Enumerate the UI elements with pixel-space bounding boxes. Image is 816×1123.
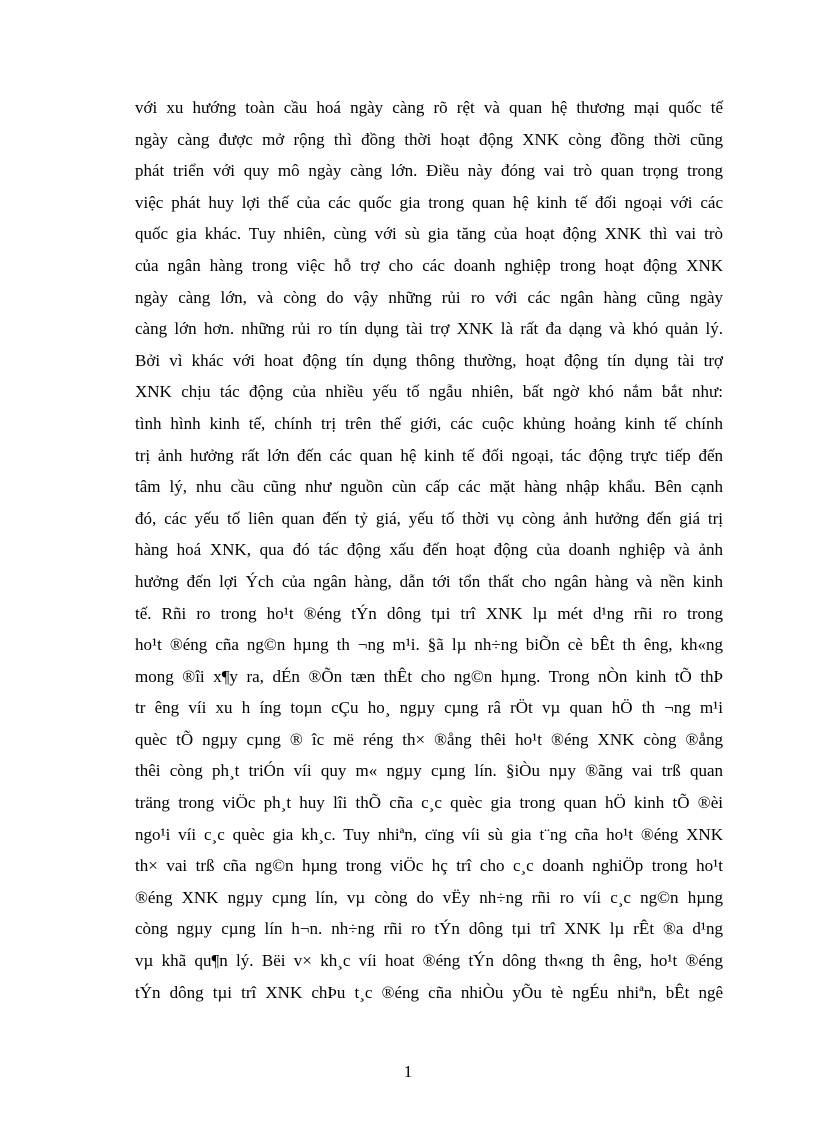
text-line-7: ngày càng lớn, và còng do vậy những rủi ro với các ngân hàng cũng ngày bbox=[135, 287, 723, 307]
text-line-9: Bởi vì khác với hoat động tín dụng thông thường, hoạt động tín dụng tài trợ bbox=[135, 350, 723, 370]
text-line-24: ngo¹i víi c¸c quèc gia kh¸c. Tuy nhiªn, cïng víi sù gia t¨ng cña ho¹t ®éng XNK bbox=[135, 824, 723, 844]
text-line-26: ®éng XNK ngµy cµng lín, vµ còng do vËy nh÷ng rñi ro víi c¸c ng©n hµng bbox=[135, 887, 723, 907]
text-line-8: càng lớn hơn. những rủi ro tín dụng tài trợ XNK là rất đa dạng và khó quản lý. bbox=[135, 319, 723, 339]
text-line-25: th× vai trß cña ng©n hµng trong viÖc hç trî cho c¸c doanh nghiÖp trong ho¹t bbox=[135, 856, 723, 876]
text-line-15: hàng hoá XNK, qua đó tác động xấu đến hoạt động của doanh nghiệp và ảnh bbox=[135, 540, 723, 560]
text-line-28: vµ khã qu¶n lý. Bëi v× kh¸c víi hoat ®éng tÝn dông th«ng th êng, ho¹t ®éng bbox=[135, 951, 723, 971]
text-line-14: đó, các yếu tố liên quan đến tỷ giá, yếu tố thời vụ còng ảnh hưởng đến giá trị bbox=[135, 508, 723, 528]
body-text bbox=[135, 92, 723, 1008]
text-line-3: phát triển với quy mô ngày càng lớn. Điều này đóng vai trò quan trọng trong bbox=[135, 161, 723, 181]
text-line-29: tÝn dông tµi trî XNK chÞu t¸c ®éng cña nhiÒu yÕu tè ngÉu nhiªn, bÊt ngê bbox=[135, 982, 723, 1002]
text-line-1: với xu hướng toàn cầu hoá ngày càng rõ rệt và quan hệ thương mại quốc tế bbox=[135, 98, 723, 117]
text-line-20: tr êng víi xu h íng toµn cÇu ho¸ ngµy cµng râ rÖt vµ quan hÖ th ¬ng m¹i bbox=[135, 698, 723, 718]
text-line-5: quốc gia khác. Tuy nhiên, cùng với sù gia tăng của hoạt động XNK thì vai trò bbox=[135, 224, 723, 244]
text-line-2: ngày càng được mở rộng thì đồng thời hoạt động XNK còng đồng thời cũng bbox=[135, 129, 723, 149]
text-line-11: tình hình kinh tế, chính trị trên thế giới, các cuộc khủng hoảng kinh tế chính bbox=[135, 413, 723, 433]
text-line-19: mong ®îi x¶y ra, dÉn ®Õn tæn thÊt cho ng©n hµng. Trong nÒn kinh tÕ thÞ bbox=[135, 666, 723, 686]
page-number: 1 bbox=[403, 1062, 413, 1081]
text-line-17: tế. Rñi ro trong ho¹t ®éng tÝn dông tµi trî XNK lµ mét d¹ng rñi ro trong bbox=[135, 603, 723, 623]
text-line-13: tâm lý, nhu cầu cũng như nguồn cùn cấp các mặt hàng nhập khẩu. Bên cạnh bbox=[135, 477, 723, 497]
text-line-22: thêi còng ph¸t triÓn víi quy m« ngµy cµng lín. §iÒu nµy ®ãng vai trß quan bbox=[135, 761, 723, 781]
text-line-18: ho¹t ®éng cña ng©n hµng th ¬ng m¹i. §ã lµ nh÷ng biÕn cè bÊt th êng, kh«ng bbox=[135, 635, 723, 655]
text-line-23: träng trong viÖc ph¸t huy lîi thÕ cña c¸c quèc gia trong quan hÖ kinh tÕ ®èi bbox=[135, 793, 723, 813]
text-line-21: quèc tÕ ngµy cµng ® îc më réng th× ®ång thêi ho¹t ®éng XNK còng ®ång bbox=[135, 729, 723, 749]
text-line-27: còng ngµy cµng lín h¬n. nh÷ng rñi ro tÝn dông tµi trî XNK lµ rÊt ®a d¹ng bbox=[135, 919, 723, 939]
text-line-4: việc phát huy lợi thế của các quốc gia trong quan hệ kinh tế đối ngoại với các bbox=[135, 192, 723, 212]
text-line-12: trị ảnh hưởng rất lớn đến các quan hệ kinh tế đối ngoại, tác động trực tiếp đến bbox=[135, 445, 723, 465]
text-line-6: của ngân hàng trong việc hỗ trợ cho các doanh nghiệp trong hoạt động XNK bbox=[135, 255, 723, 275]
text-line-10: XNK chịu tác động của nhiều yếu tố ngẫu nhiên, bất ngờ khó nắm bắt như: bbox=[135, 382, 723, 402]
text-line-16: hưởng đến lợi Ých của ngân hàng, dẫn tới tổn thất cho ngân hàng và nền kinh bbox=[135, 571, 723, 591]
